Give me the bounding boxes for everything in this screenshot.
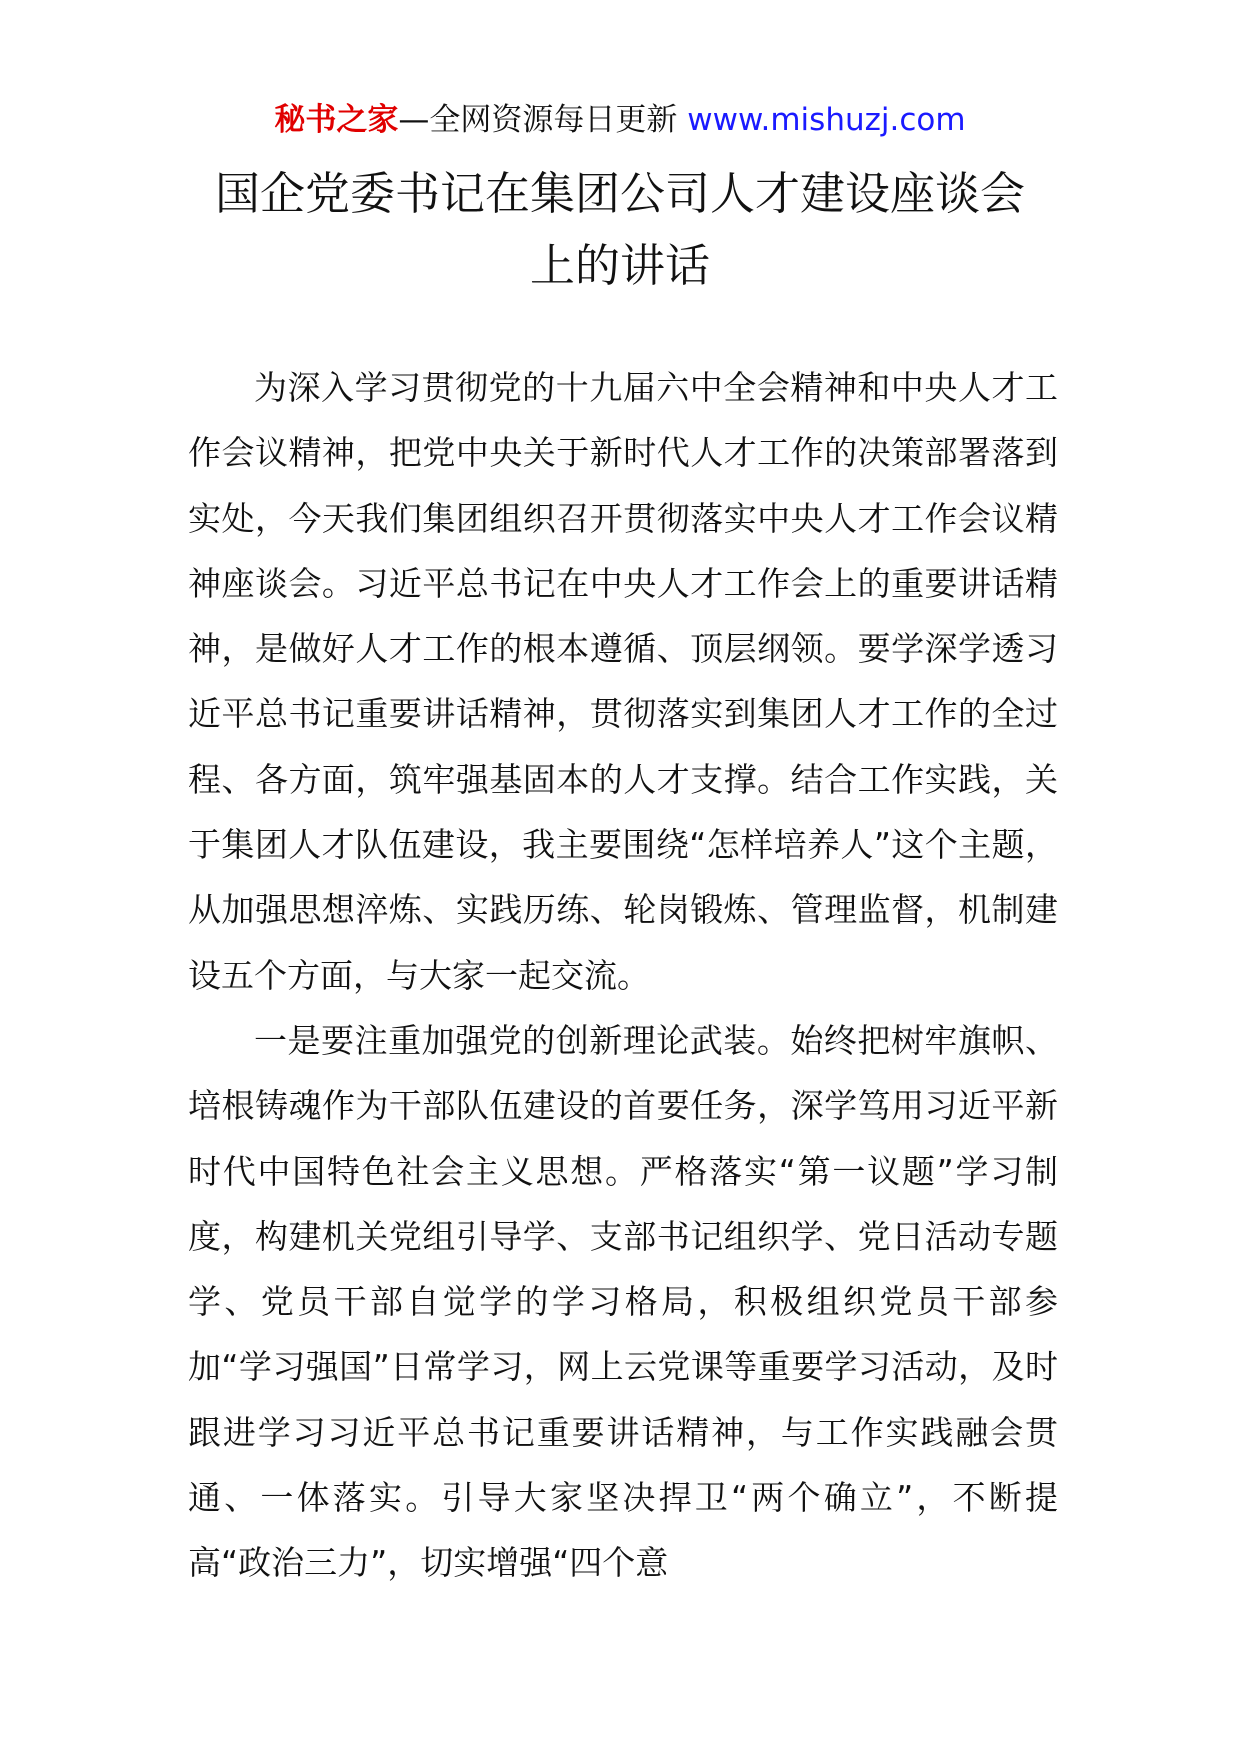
brand-name: 秘书之家 [274,102,399,138]
site-header [0,98,1240,142]
title-line-1: 国企党委书记在集团公司人才建设座谈会 [214,167,1025,220]
title-line-2: 上的讲话 [529,239,710,292]
site-url-link[interactable]: www.mishuzj.com [687,102,966,138]
paragraph-intro: 为深入学习贯彻党的十九届六中全会精神和中央人才工作会议精神，把党中央关于新时代人才工作的决策部署落到实处，今天我们集团组织召开贯彻落实中央人才工作会议精神座谈会。习近平总书记在中央人才工作会上的重要讲话精神，是做好人才工作的根本遵循、顶层纲领。要学深学透习近平总书记重要讲话精神，贯彻落实到集团人才工作的全过程、各方面，筑牢强基固本的人才支撑。结合工作实践，关于集团人才队伍建设，我主要围绕“怎样培养人”这个主题，从加强思想淬炼、实践历练、轮岗锻炼、管理监督，机制建设五个方面，与大家一起交流。 [188,368,1058,995]
document-body [188,355,1058,1596]
paragraph-point-one: 一是要注重加强党的创新理论武装。始终把树牢旗帜、培根铸魂作为干部队伍建设的首要任务，深学笃用习近平新时代中国特色社会主义思想。严格落实“第一议题”学习制度，构建机关党组引导学、支部书记组织学、党日活动专题学、党员干部自觉学的学习格局，积极组织党员干部参加“学习强国”日常学习，网上云党课等重要学习活动，及时跟进学习习近平总书记重要讲话精神，与工作实践融会贯通、一体落实。引导大家坚决捍卫“两个确立”，不断提高“政治三力”，切实增强“四个意 [188,1020,1058,1583]
header-tagline: —全网资源每日更新 [398,102,688,138]
document-title [150,158,1090,302]
